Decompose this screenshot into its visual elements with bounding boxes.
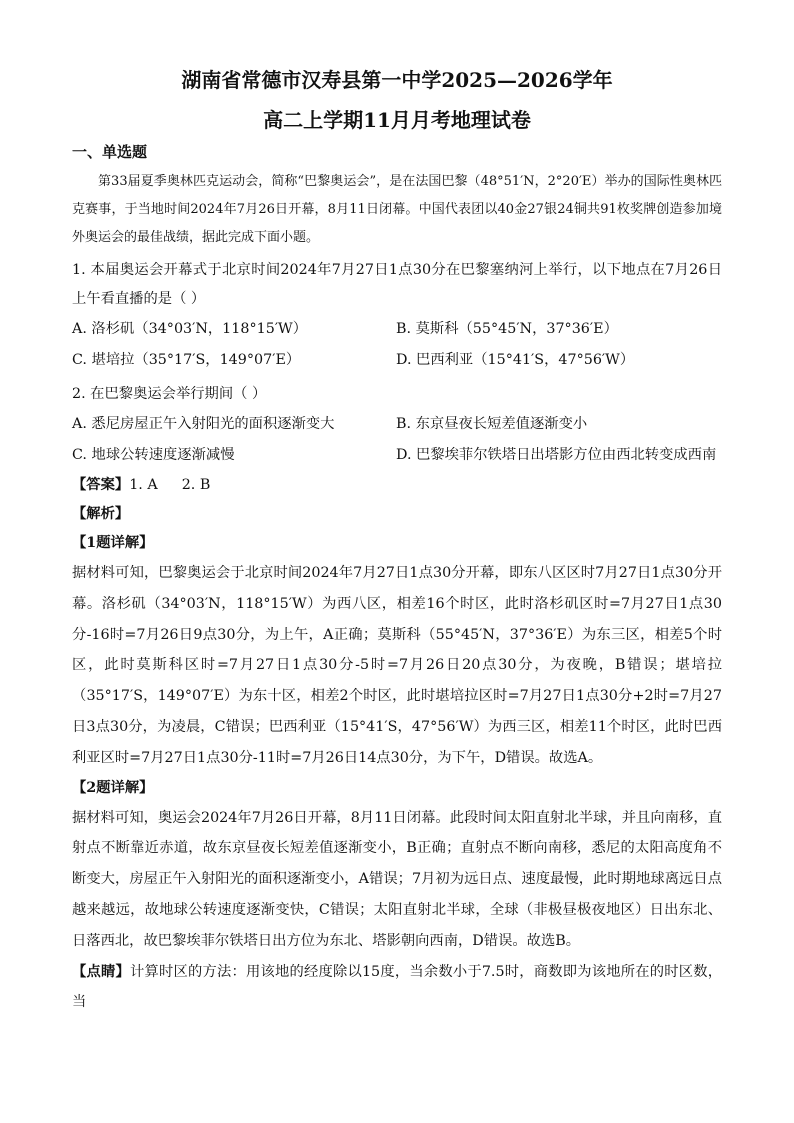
answer-1: 1. A (129, 477, 158, 493)
question-2-option-b: B. 东京昼夜长短差值逐渐变小 (396, 416, 588, 432)
question-2-option-c: C. 地球公转速度逐渐减慢 (72, 447, 235, 463)
tip-tag: 【点睛】 (72, 963, 130, 980)
question-1-analysis-text: 据材料可知，巴黎奥运会于北京时间2024年7月27日1点30分开幕，即东八区区时7月27日1点30分开幕。洛杉矶（34°03′N，118°15′W）为西八区，相差16个时区，此时洛杉矶区时=7月27日1点30分-16时=7月26日9点30分，为上午，A正确；莫斯科（55°45′N，37°36′E）为东三区，相差5个时区，此时莫斯科区时=7月27日1点30分-5时=7月26日20点30分，为夜晚，B错误；堪培拉（35°17′S，149°07′E）为东十区，相差2个时区，此时堪培拉区时=7月27日1点30分+2时=7月27日3点30分，为凌晨，C错误；巴西利亚（15°41′S，47°56′W）为西三区，相差11个时区，此时巴西利亚区时=7月27日1点30分-11时=7月26日14点30分，为下午，D错误。故选A。 (72, 565, 722, 766)
question-material: 第33届夏季奥林匹克运动会，简称“巴黎奥运会”，是在法国巴黎（48°51′N，2°20′E）举办的国际性奥林匹克赛事，于当地时间2024年7月26日开幕，8月11日闭幕。中国代表团以40金27银24铜共91枚奖牌创造参加境外奥运会的最佳战绩，据此完成下面小题。 (72, 174, 722, 245)
question-1-options (72, 314, 722, 376)
question-2-option-a: A. 悉尼房屋正午入射阳光的面积逐渐变大 (72, 416, 335, 432)
answer-line (72, 471, 722, 500)
answer-2: 2. B (181, 477, 211, 493)
question-2-options (72, 409, 722, 471)
question-1-option-b: B. 莫斯科（55°45′N，37°36′E） (396, 321, 618, 337)
question-2-analysis-text: 据材料可知，奥运会2024年7月26日开幕，8月11日闭幕。此段时间太阳直射北半球，并且向南移，直射点不断靠近赤道，故东京昼夜长短差值逐渐变小，B正确；直射点不断向南移，悉尼的太阳高度角不断变大，房屋正午入射阳光的面积逐渐变小，A错误；7月初为远日点、速度最慢，此时期地球离远日点越来越远，故地球公转速度逐渐变快，C错误；太阳直射北半球，全球（非极昼极夜地区）日出东北、日落西北，故巴黎埃菲尔铁塔日出方位为东北、塔影朝向西南，D错误。故选B。 (72, 809, 722, 949)
question-1-option-d: D. 巴西利亚（15°41′S，47°56′W） (396, 352, 635, 368)
question-1-analysis-label: 【1题详解】 (72, 535, 154, 551)
question-2-analysis-label: 【2题详解】 (72, 779, 154, 796)
answer-tag: 【答案】 (72, 477, 130, 493)
question-2-option-d: D. 巴黎埃菲尔铁塔日出塔影方位由西北转变成西南 (396, 447, 717, 463)
question-1-stem: 1. 本届奥运会开幕式于北京时间2024年7月27日1点30分在巴黎塞纳河上举行，以下地点在7月26日上午看直播的是（ ） (72, 262, 722, 307)
exam-page (72, 62, 722, 1018)
analysis-tag: 【解析】 (72, 506, 130, 522)
exam-title-line2: 高二上学期11月月考地理试卷 (263, 108, 531, 132)
question-2-stem: 2. 在巴黎奥运会举行期间（ ） (72, 386, 267, 402)
section-heading: 一、单选题 (72, 143, 148, 161)
exam-title-line1: 湖南省常德市汉寿县第一中学2025—2026学年 (181, 68, 613, 92)
tip-paragraph (72, 957, 722, 1019)
question-1-option-c: C. 堪培拉（35°17′S，149°07′E） (72, 352, 301, 368)
question-1-option-a: A. 洛杉矶（34°03′N，118°15′W） (72, 321, 308, 337)
tip-text: 计算时区的方法：用该地的经度除以15度，当余数小于7.5时，商数即为该地所在的时区数，当 (72, 963, 723, 1011)
